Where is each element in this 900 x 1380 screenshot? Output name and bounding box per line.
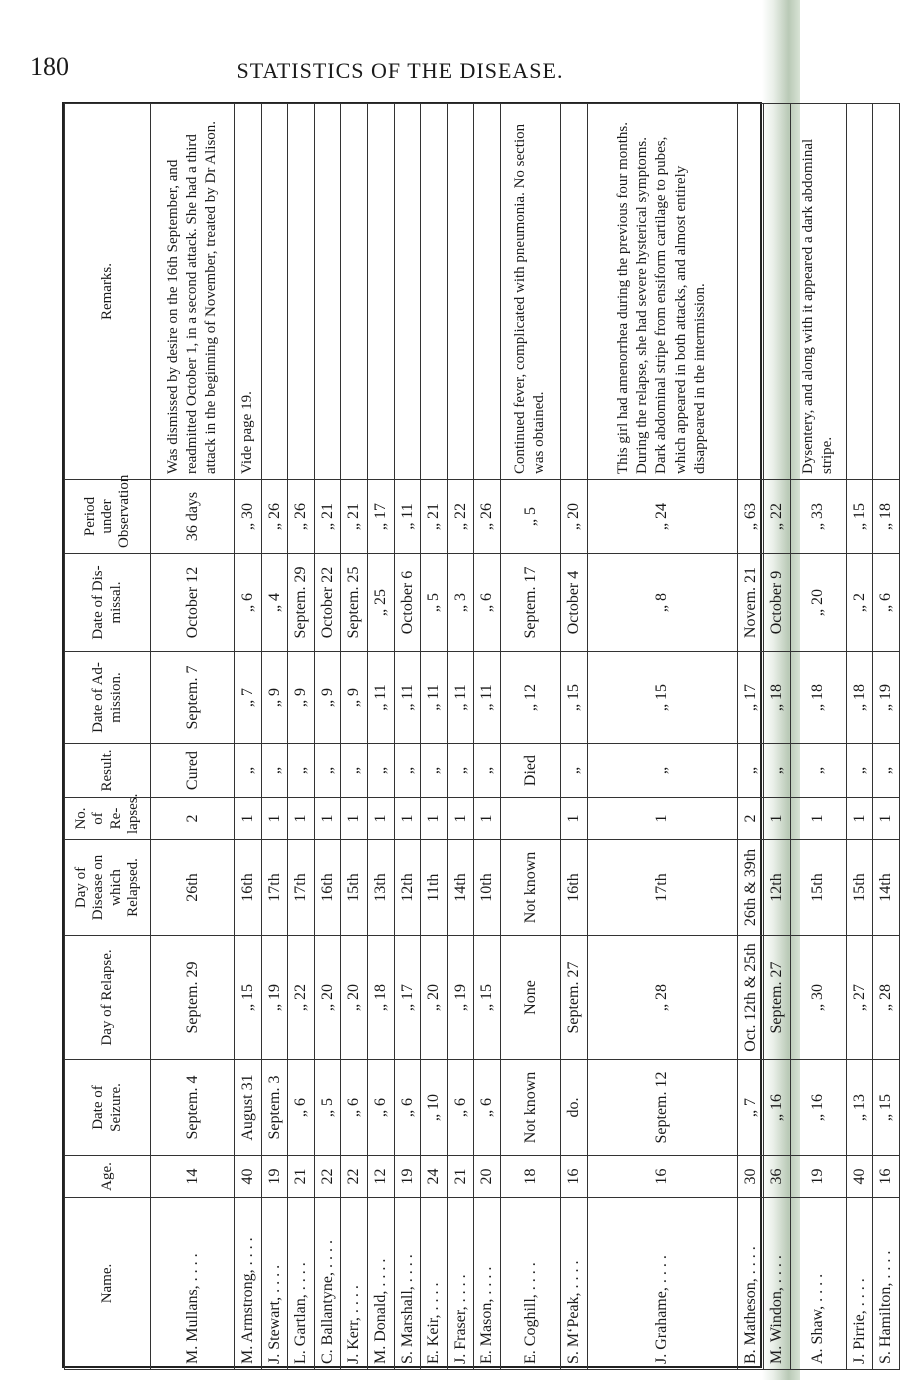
cell-day: 26th (151, 840, 235, 936)
cell-day: 14th (873, 840, 900, 936)
cell-admission: „ 18 (846, 652, 873, 744)
table-row (474, 104, 501, 1370)
cell-period: „ 24 (587, 480, 737, 554)
cell-result: „ (394, 744, 421, 798)
cell-seizure: „ 13 (846, 1060, 873, 1156)
cell-remark (288, 104, 315, 480)
cell-dismissal: „ 25 (367, 554, 394, 652)
cell-result: „ (737, 744, 764, 798)
cell-dismissal: „ 6 (873, 554, 900, 652)
cell-relapses: 1 (474, 798, 501, 840)
cell-relapses: 1 (764, 798, 791, 840)
cell-remark (314, 104, 341, 480)
header-period: Period under Observation (65, 480, 151, 554)
cell-period: „ 26 (261, 480, 288, 554)
table-row (261, 104, 288, 1370)
table-row (500, 104, 560, 1370)
cell-admission: „ 7 (235, 652, 262, 744)
cell-day: 10th (474, 840, 501, 936)
cell-result: „ (873, 744, 900, 798)
cell-day: 15th (341, 840, 368, 936)
cell-relapses: 1 (235, 798, 262, 840)
cell-relapse: „ 19 (447, 936, 474, 1060)
cell-seizure: „ 6 (447, 1060, 474, 1156)
cell-relapses (500, 798, 560, 840)
cell-admission: „ 12 (500, 652, 560, 744)
cell-name: M. Windon, . . . . (764, 1198, 791, 1370)
cell-age: 19 (394, 1156, 421, 1198)
cell-remark: Dysentery, and along with it appeared a dark abdominal stripe. (790, 104, 846, 480)
cell-age: 40 (846, 1156, 873, 1198)
cell-relapses: 1 (288, 798, 315, 840)
cell-seizure: „ 6 (341, 1060, 368, 1156)
header-seizure: Date of Seizure. (65, 1060, 151, 1156)
cell-name: J. Stewart, . . . . (261, 1198, 288, 1370)
cell-period: „ 22 (764, 480, 791, 554)
cell-relapse: „ 27 (846, 936, 873, 1060)
cell-seizure: „ 10 (421, 1060, 448, 1156)
cell-result: „ (587, 744, 737, 798)
cell-remark: Was dismissed by desire on the 16th September, and readmitted October 1, in a second attack. She had a third attack in the beginning of November, treated by Dr Alison. (151, 104, 235, 480)
cell-admission: „ 19 (873, 652, 900, 744)
cell-admission: „ 18 (764, 652, 791, 744)
cell-relapses: 1 (873, 798, 900, 840)
cell-remark: This girl had amenorrhea during the previous four months. During the relapse, she had severe hysterical symptoms. Dark abdominal stripe from ensiform cartilage to pubes, which appeared in both attacks, and almost entirely disappeared in the intermission. (587, 104, 737, 480)
cell-dismissal: „ 20 (790, 554, 846, 652)
cell-relapses: 1 (421, 798, 448, 840)
cell-seizure: „ 15 (873, 1060, 900, 1156)
cell-admission: „ 11 (447, 652, 474, 744)
table-row (235, 104, 262, 1370)
cell-name: A. Shaw, . . . . (790, 1198, 846, 1370)
cell-dismissal: October 12 (151, 554, 235, 652)
cell-remark (394, 104, 421, 480)
cell-relapses: 1 (261, 798, 288, 840)
cell-relapse: „ 20 (314, 936, 341, 1060)
cell-day: 12th (764, 840, 791, 936)
cell-result: „ (367, 744, 394, 798)
cell-name: J. Grahame, . . . . (587, 1198, 737, 1370)
header-age: Age. (65, 1156, 151, 1198)
header-relapses: No. of Re-lapses. (65, 798, 151, 840)
cell-remark (341, 104, 368, 480)
cell-dismissal: Novem. 21 (737, 554, 764, 652)
cell-result: „ (846, 744, 873, 798)
cell-admission: „ 9 (288, 652, 315, 744)
cell-relapses: 1 (367, 798, 394, 840)
cell-admission: „ 18 (790, 652, 846, 744)
cell-dismissal: October 6 (394, 554, 421, 652)
cell-name: E. Mason, . . . . (474, 1198, 501, 1370)
header-result: Result. (65, 744, 151, 798)
cell-age: 18 (500, 1156, 560, 1198)
cell-age: 12 (367, 1156, 394, 1198)
cell-dismissal: „ 5 (421, 554, 448, 652)
cell-relapses: 1 (790, 798, 846, 840)
cell-day: 16th (314, 840, 341, 936)
cell-age: 16 (587, 1156, 737, 1198)
cell-day: 17th (587, 840, 737, 936)
cell-admission: „ 11 (421, 652, 448, 744)
cell-day: Not known (500, 840, 560, 936)
header-remarks: Remarks. (65, 104, 151, 480)
cell-relapses: 1 (394, 798, 421, 840)
cell-period: „ 5 (500, 480, 560, 554)
table-row (587, 104, 737, 1370)
cell-relapses: 1 (560, 798, 587, 840)
cell-age: 30 (737, 1156, 764, 1198)
cell-remark (873, 104, 900, 480)
cell-day: 13th (367, 840, 394, 936)
cell-relapse: „ 30 (790, 936, 846, 1060)
cell-name: E. Keir, . . . . (421, 1198, 448, 1370)
cell-period: 36 days (151, 480, 235, 554)
cell-age: 19 (790, 1156, 846, 1198)
cell-dismissal: „ 4 (261, 554, 288, 652)
cell-seizure: do. (560, 1060, 587, 1156)
cell-period: „ 26 (288, 480, 315, 554)
cell-seizure: Septem. 12 (587, 1060, 737, 1156)
cell-relapse: „ 22 (288, 936, 315, 1060)
cell-remark: Vide page 19. (235, 104, 262, 480)
cell-result: „ (560, 744, 587, 798)
cell-relapse: „ 19 (261, 936, 288, 1060)
cell-relapse: „ 28 (873, 936, 900, 1060)
cell-seizure: „ 6 (474, 1060, 501, 1156)
header-day-of-disease: Day of Disease on which Relapsed. (65, 840, 151, 936)
cell-period: „ 30 (235, 480, 262, 554)
table-row (560, 104, 587, 1370)
cell-period: „ 17 (367, 480, 394, 554)
rotated-table-container (64, 104, 895, 1370)
cell-age: 19 (261, 1156, 288, 1198)
cell-age: 22 (341, 1156, 368, 1198)
cell-remark (474, 104, 501, 480)
cell-day: 11th (421, 840, 448, 936)
cell-seizure: Septem. 4 (151, 1060, 235, 1156)
cell-seizure: „ 5 (314, 1060, 341, 1156)
cell-result: „ (288, 744, 315, 798)
running-head: STATISTICS OF THE DISEASE. (236, 58, 564, 83)
cell-age: 20 (474, 1156, 501, 1198)
cell-remark (421, 104, 448, 480)
header-name: Name. (65, 1198, 151, 1370)
cell-remark (560, 104, 587, 480)
cell-day: 15th (790, 840, 846, 936)
cell-age: 22 (314, 1156, 341, 1198)
cell-admission: „ 9 (261, 652, 288, 744)
cell-relapse: „ 15 (474, 936, 501, 1060)
cell-period: „ 20 (560, 480, 587, 554)
cell-seizure: Not known (500, 1060, 560, 1156)
cell-dismissal: „ 6 (235, 554, 262, 652)
cell-relapse: „ 18 (367, 936, 394, 1060)
cell-period: „ 15 (846, 480, 873, 554)
cell-name: M. Mullans, . . . . (151, 1198, 235, 1370)
cell-remark (367, 104, 394, 480)
table-row (288, 104, 315, 1370)
cell-name: J. Fraser, . . . . (447, 1198, 474, 1370)
cell-name: C. Ballantyne, . . . . (314, 1198, 341, 1370)
table-row (421, 104, 448, 1370)
table-row (151, 104, 235, 1370)
cell-day: 16th (235, 840, 262, 936)
cell-remark: Continued fever, complicated with pneumonia. No section was obtained. (500, 104, 560, 480)
cell-relapse: Septem. 29 (151, 936, 235, 1060)
cell-day: 12th (394, 840, 421, 936)
cell-name: E. Coghill, . . . . (500, 1198, 560, 1370)
cell-period: „ 63 (737, 480, 764, 554)
cell-relapse: „ 28 (587, 936, 737, 1060)
cell-seizure: „ 6 (394, 1060, 421, 1156)
cell-period: „ 21 (421, 480, 448, 554)
cell-relapses: 1 (341, 798, 368, 840)
cell-remark (846, 104, 873, 480)
cell-age: 16 (560, 1156, 587, 1198)
cell-day: 26th & 39th (737, 840, 764, 936)
table-row (764, 104, 791, 1370)
cell-admission: „ 9 (341, 652, 368, 744)
statistics-table-frame (62, 102, 895, 1368)
table-row (846, 104, 873, 1370)
cell-age: 40 (235, 1156, 262, 1198)
cell-admission: „ 11 (394, 652, 421, 744)
cell-period: „ 11 (394, 480, 421, 554)
cell-remark (261, 104, 288, 480)
cell-dismissal: October 4 (560, 554, 587, 652)
cell-result: „ (421, 744, 448, 798)
cell-relapses: 1 (846, 798, 873, 840)
cell-relapse: „ 15 (235, 936, 262, 1060)
cell-relapse: Septem. 27 (764, 936, 791, 1060)
cell-result: „ (474, 744, 501, 798)
cell-seizure: „ 6 (367, 1060, 394, 1156)
cell-dismissal: October 22 (314, 554, 341, 652)
cell-name: J. Pirrie, . . . . (846, 1198, 873, 1370)
cell-name: M. Armstrong, . . . . (235, 1198, 262, 1370)
cell-period: „ 21 (314, 480, 341, 554)
cell-dismissal: „ 2 (846, 554, 873, 652)
cell-period: „ 26 (474, 480, 501, 554)
cell-remark (764, 104, 791, 480)
cell-result: „ (341, 744, 368, 798)
cell-name: B. Matheson, . . . . (737, 1198, 764, 1370)
cell-seizure: „ 6 (288, 1060, 315, 1156)
cell-relapses: 1 (314, 798, 341, 840)
cell-admission: „ 15 (560, 652, 587, 744)
cell-age: 21 (288, 1156, 315, 1198)
cell-age: 21 (447, 1156, 474, 1198)
cell-day: 15th (846, 840, 873, 936)
cell-seizure: Septem. 3 (261, 1060, 288, 1156)
cell-relapse: Septem. 27 (560, 936, 587, 1060)
table-row (314, 104, 341, 1370)
cell-name: L. Gartlan, . . . . (288, 1198, 315, 1370)
cell-name: S. Hamilton, . . . . (873, 1198, 900, 1370)
cell-result: „ (261, 744, 288, 798)
cell-admission: „ 9 (314, 652, 341, 744)
cell-name: J. Kerr, . . . . (341, 1198, 368, 1370)
cell-seizure: August 31 (235, 1060, 262, 1156)
cell-seizure: „ 16 (764, 1060, 791, 1156)
table-row (447, 104, 474, 1370)
table-row (341, 104, 368, 1370)
header-admission: Date of Ad-mission. (65, 652, 151, 744)
cell-relapses: 2 (737, 798, 764, 840)
table-row (873, 104, 900, 1370)
cell-dismissal: „ 6 (474, 554, 501, 652)
cell-name: S. M‘Peak, . . . . (560, 1198, 587, 1370)
cell-admission: „ 11 (474, 652, 501, 744)
cell-period: „ 18 (873, 480, 900, 554)
cell-dismissal: Septem. 17 (500, 554, 560, 652)
cell-age: 16 (873, 1156, 900, 1198)
cell-name: M. Donald, . . . . (367, 1198, 394, 1370)
cell-result: „ (764, 744, 791, 798)
cell-admission: „ 17 (737, 652, 764, 744)
cell-relapses: 2 (151, 798, 235, 840)
cell-result: „ (790, 744, 846, 798)
cell-day: 17th (288, 840, 315, 936)
cell-admission: Septem. 7 (151, 652, 235, 744)
cell-relapse: „ 17 (394, 936, 421, 1060)
cell-relapse: „ 20 (421, 936, 448, 1060)
cell-seizure: „ 16 (790, 1060, 846, 1156)
table-row (367, 104, 394, 1370)
cell-dismissal: Septem. 29 (288, 554, 315, 652)
cell-remark (447, 104, 474, 480)
header-dismissal: Date of Dis-missal. (65, 554, 151, 652)
cell-dismissal: Septem. 25 (341, 554, 368, 652)
cell-remark (737, 104, 764, 480)
cell-day: 14th (447, 840, 474, 936)
header-relapse: Day of Relapse. (65, 936, 151, 1060)
cell-dismissal: October 9 (764, 554, 791, 652)
cell-relapses: 1 (447, 798, 474, 840)
cell-result: Cured (151, 744, 235, 798)
cell-relapses: 1 (587, 798, 737, 840)
cell-result: Died (500, 744, 560, 798)
cell-result: „ (447, 744, 474, 798)
table-row (790, 104, 846, 1370)
cell-name: S. Marshall, . . . . (394, 1198, 421, 1370)
cell-period: „ 21 (341, 480, 368, 554)
cell-age: 36 (764, 1156, 791, 1198)
cell-period: „ 22 (447, 480, 474, 554)
cell-dismissal: „ 3 (447, 554, 474, 652)
cell-day: 17th (261, 840, 288, 936)
cell-relapse: None (500, 936, 560, 1060)
cell-admission: „ 15 (587, 652, 737, 744)
cell-dismissal: „ 8 (587, 554, 737, 652)
cell-relapse: Oct. 12th & 25th (737, 936, 764, 1060)
cell-day: 16th (560, 840, 587, 936)
table-row (737, 104, 764, 1370)
cell-period: „ 33 (790, 480, 846, 554)
table-row (394, 104, 421, 1370)
cell-relapse: „ 20 (341, 936, 368, 1060)
cell-admission: „ 11 (367, 652, 394, 744)
page-number: 180 (30, 52, 69, 81)
cell-result: „ (235, 744, 262, 798)
header-row (65, 104, 151, 1370)
cell-result: „ (314, 744, 341, 798)
cell-age: 14 (151, 1156, 235, 1198)
statistics-table (64, 103, 900, 1370)
cell-seizure: „ 7 (737, 1060, 764, 1156)
cell-age: 24 (421, 1156, 448, 1198)
